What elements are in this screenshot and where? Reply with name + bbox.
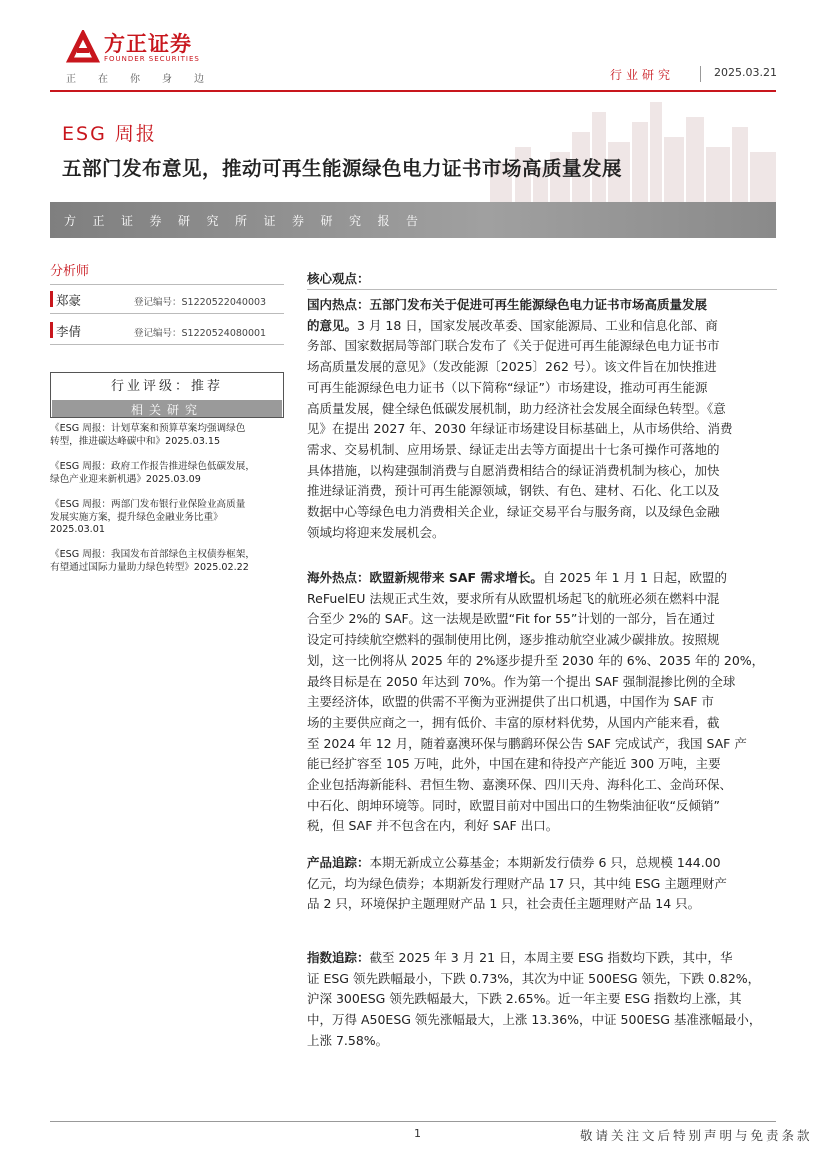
slogan: 正在你身边 [66,74,226,85]
page-number: 1 [414,1127,421,1140]
core-views-heading: 核心观点： [307,271,370,286]
related-line: 2025.03.01 [50,524,105,535]
analyst-registration: 登记编号：S1220522040003 [134,297,267,308]
text-line: 见》在提出 2027 年、2030 年绿证市场建设目标基础上，从市场供给、消费 [307,421,733,437]
related-research-item[interactable] [50,461,286,486]
text-line: 高质量发展，健全绿色低碳发展机制，助力经济社会发展全面绿色转型。《意 [307,400,726,416]
analyst-name: 郑豪 [56,293,82,308]
related-research-item[interactable] [50,549,286,574]
domestic-label-end: 的意见。 [307,317,358,333]
related-research-item[interactable] [50,423,286,448]
text-line: 场高质量发展的意见》（发改能源〔2025〕262 号）。该文件旨在加快推进 [307,359,717,375]
divider [50,284,284,285]
related-line: 转型，推进碳达峰碳中和》2025.03.15 [50,435,221,447]
index-tracking-paragraph [307,948,781,1052]
text-line: 证 ESG 领先跌幅最小，下跌 0.73%，其次为中证 500ESG 领先，下跌 0.82%， [307,970,761,986]
text-line: 合至少 2%的 SAF。这一法规是欧盟“Fit for 55”计划的一部分，旨在通过 [307,611,715,627]
related-line: 《ESG 周报：我国发布首部绿色主权债券框架， [50,549,255,560]
text-line: 亿元，均为绿色债券；本期新发行理财产品 17 只，其中纯 ESG 主题理财产 [307,875,727,891]
text-line: 可再生能源绿色电力证书（以下简称“绿证”）市场建设，推动可再生能源 [307,379,708,395]
text-line: 3 月 18 日，国家发展改革委、国家能源局、工业和信息化部、商 [357,317,718,333]
divider [307,289,777,290]
domestic-hotspot-paragraph [307,295,781,543]
city-skyline-image [50,92,776,202]
divider [50,344,284,345]
analyst-name: 李倩 [56,324,82,339]
products-label: 产品追踪： [307,855,370,870]
text-line: 数据中心等绿色电力消费相关企业，绿证交易平台与服务商，以及绿色金融 [307,504,720,520]
analyst-marker [50,322,53,338]
logo-english-name: FOUNDER SECURITIES [104,55,200,63]
text-line: 领域均将迎来发展机会。 [307,524,445,540]
text-line: 最终目标是在 2050 年达到 70%。作为第一个提出 SAF 强制混掺比例的全球 [307,673,736,689]
domestic-label: 国内热点：五部门发布关于促进可再生能源绿色电力证书市场高质量发展 [307,297,708,312]
report-title: 五部门发布意见，推动可再生能源绿色电力证书市场高质量发展 [62,157,623,180]
founder-logo-icon [66,30,100,64]
text-line: 场的主要供应商之一，拥有低价、丰富的原材料优势，从国内产能来看，截 [307,714,720,730]
related-research-heading: 相关研究 [130,403,203,417]
logo-chinese-name: 方正证券 [104,32,192,56]
text-line: 推进绿证消费，预计可再生能源领域，钢铁、有色、建材、石化、化工以及 [307,483,720,499]
overseas-label: 海外热点：欧盟新规带来 SAF 需求增长。 [307,570,543,585]
divider [50,313,284,314]
header-separator [700,66,701,82]
text-line: ReFuelEU 法规正式生效，要求所有从欧盟机场起飞的航班必须在燃料中混 [307,590,720,606]
product-tracking-paragraph [307,853,781,915]
text-line: 设定可持续航空燃料的强制使用比例，逐步推动航空业减少碳排放。按照规 [307,632,720,648]
text-line: 上涨 7.58%。 [307,1032,389,1048]
text-line: 至 2024 年 12 月，随着嘉澳环保与鹏鹞环保公告 SAF 完成试产，我国 SAF 产 [307,735,747,751]
text-line: 自 2025 年 1 月 1 日起，欧盟的 [542,570,727,585]
related-line: 有望通过国际力量助力绿色转型》2025.02.22 [50,561,249,573]
report-date: 2025.03.21 [714,66,777,79]
text-line: 具体措施，以构建强制消费与自愿消费相结合的绿证消费机制为核心，加快 [307,462,720,478]
related-line: 《ESG 周报：政府工作报告推进绿色低碳发展， [50,461,255,472]
related-research-item[interactable] [50,499,286,537]
related-line: 发展实施方案，提升绿色金融业务比重》 [50,511,223,523]
disclaimer-note[interactable]: 敬请关注文后特别声明与免责条款 [580,1128,813,1143]
text-line: 划，这一比例将从 2025 年的 2%逐步提升至 2030 年的 6%、2035 年的 20%， [307,652,765,668]
report-subtitle: 方正证券研究所证券研究报告 [64,214,435,228]
text-line: 能已经扩容至 105 万吨，此外，中国在建和待投产产能近 300 万吨，主要 [307,756,721,772]
text-line: 沪深 300ESG 领先跌幅最大，下跌 2.65%。近一年主要 ESG 指数均上涨，其 [307,991,742,1007]
analyst-heading: 分析师 [50,264,90,279]
analyst-registration: 登记编号：S1220524080001 [134,328,267,339]
text-line: 企业包括海新能科、君恒生物、嘉澳环保、四川天舟、海科化工、金尚环保、 [307,777,733,793]
text-line: 品 2 只，环境保护主题理财产品 1 只，社会责任主题理财产品 14 只。 [307,896,701,912]
text-line: 截至 2025 年 3 月 21 日，本周主要 ESG 指数均下跌，其中，华 [369,950,733,965]
text-line: 中，万得 A50ESG 领先涨幅最大，上涨 13.36%，中证 500ESG 基准涨幅最小， [307,1012,762,1028]
overseas-hotspot-paragraph [307,568,781,837]
footer-rule [50,1121,776,1122]
text-line: 税，但 SAF 并不包含在内，利好 SAF 出口。 [307,818,559,834]
text-line: 务部、国家数据局等部门联合发布了《关于促进可再生能源绿色电力证书市 [307,338,720,354]
industry-rating: 行业评级：推荐 [110,379,223,394]
related-line: 《ESG 周报：两部门发布银行业保险业高质量 [50,499,246,510]
related-line: 绿色产业迎来新机遇》2025.03.09 [50,473,201,485]
report-type: 行业研究 [610,68,675,82]
report-series-title: ESG 周报 [62,123,157,145]
company-logo [66,28,206,68]
text-line: 本期无新成立公募基金；本期新发行债券 6 只，总规模 144.00 [369,855,721,870]
text-line: 需求、交易机制、应用场景、绿证走出去等方面提出十七条可操作可落地的 [307,441,720,457]
text-line: 中石化、朗坤环境等。同时，欧盟目前对中国出口的生物柴油征收“反倾销” [307,797,720,813]
related-line: 《ESG 周报：计划草案和预算草案均强调绿色 [50,423,246,434]
index-label: 指数追踪： [307,950,370,965]
text-line: 主要经济体，欧盟的供需不平衡为亚洲提供了出口机遇，中国作为 SAF 市 [307,694,714,710]
analyst-marker [50,291,53,307]
